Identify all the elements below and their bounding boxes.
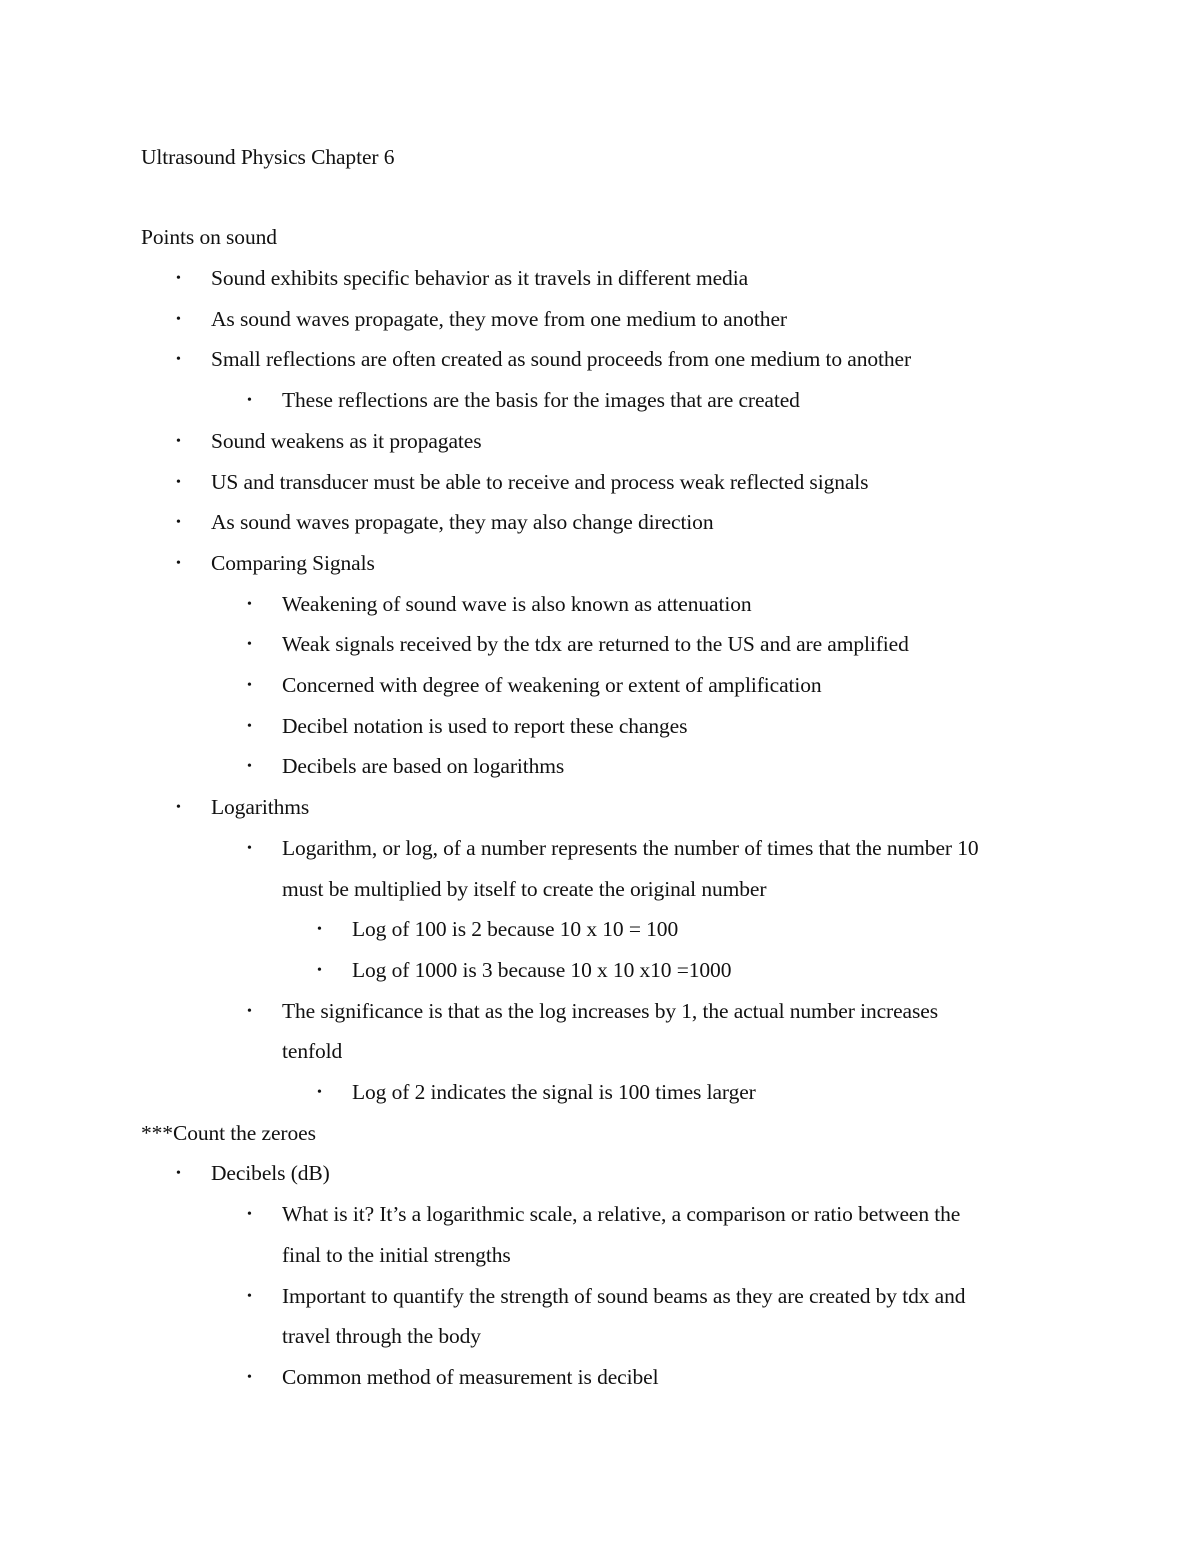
list-item-text: Decibels are based on logarithms [282,754,565,779]
bullet-marker: • [247,718,252,734]
list-item-text: Comparing Signals [211,550,375,575]
list-item-text: What is it? It’s a logarithmic scale, a relative, a comparison or ratio between the [282,1202,961,1227]
continuation-text: travel through the body [282,1324,481,1349]
bullet-marker: • [176,555,181,571]
bullet-marker: • [247,678,252,693]
continuation-text: ***Count the zeroes [141,1120,316,1145]
continuation-text: must be multiplied by itself to create the original number [282,876,767,901]
list-item-text: Weak signals received by the tdx are returned to the US and are amplified [282,632,909,657]
bullet-marker: • [247,393,252,409]
bullet-marker: • [176,352,181,368]
bullet-marker: • [247,596,252,612]
list-item-text: Logarithms [211,795,310,820]
bullet-marker: • [247,1207,252,1223]
list-item-text: Logarithm, or log, of a number represents the number of times that the number 10 [282,835,979,860]
bullet-marker: • [176,800,181,816]
document-title: Ultrasound Physics Chapter 6 [141,145,395,169]
list-item-text: Decibels (dB) [211,1161,330,1186]
list-item-text: Log of 100 is 2 because 10 x 10 = 100 [352,917,679,942]
bullet-marker: • [317,1085,322,1100]
bullet-marker: • [176,433,181,449]
list-item-text: Concerned with degree of weakening or extent of amplification [282,673,822,697]
bullet-marker: • [176,271,181,286]
bullet-marker: • [247,1003,252,1019]
bullet-marker: • [247,637,252,653]
bullet-marker: • [247,1369,252,1385]
list-item-text: Log of 1000 is 3 because 10 x 10 x10 =1000 [352,957,732,982]
list-item-text: As sound waves propagate, they move from one medium to another [211,306,787,331]
section-heading: Points on sound [141,225,277,249]
bullet-marker: • [247,1288,252,1304]
bullet-marker: • [247,840,252,856]
bullet-marker: • [317,962,322,978]
list-item-text: As sound waves propagate, they may also change direction [211,510,714,535]
bullet-marker: • [176,474,181,490]
list-item-text: Weakening of sound wave is also known as attenuation [282,591,752,616]
bullet-marker: • [176,311,181,327]
list-item-text: Common method of measurement is decibel [282,1364,659,1389]
list-item-text: US and transducer must be able to receive and process weak reflected signals [211,469,869,494]
list-item-text: These reflections are the basis for the images that are created [282,388,800,413]
list-item-text: Sound weakens as it propagates [211,428,482,453]
list-item-text: Log of 2 indicates the signal is 100 times larger [352,1080,756,1104]
list-item-text: Decibel notation is used to report these changes [282,713,688,738]
bullet-marker: • [176,1166,181,1182]
bullet-marker: • [176,515,181,531]
list-item-text: The significance is that as the log increases by 1, the actual number increases [282,998,938,1023]
continuation-text: tenfold [282,1039,343,1064]
list-item-text: Sound exhibits specific behavior as it travels in different media [211,266,749,290]
list-item-text: Important to quantify the strength of sound beams as they are created by tdx and [282,1283,966,1308]
bullet-marker: • [247,759,252,775]
bullet-marker: • [317,922,322,938]
continuation-text: final to the initial strengths [282,1242,511,1267]
list-item-text: Small reflections are often created as sound proceeds from one medium to another [211,347,912,372]
